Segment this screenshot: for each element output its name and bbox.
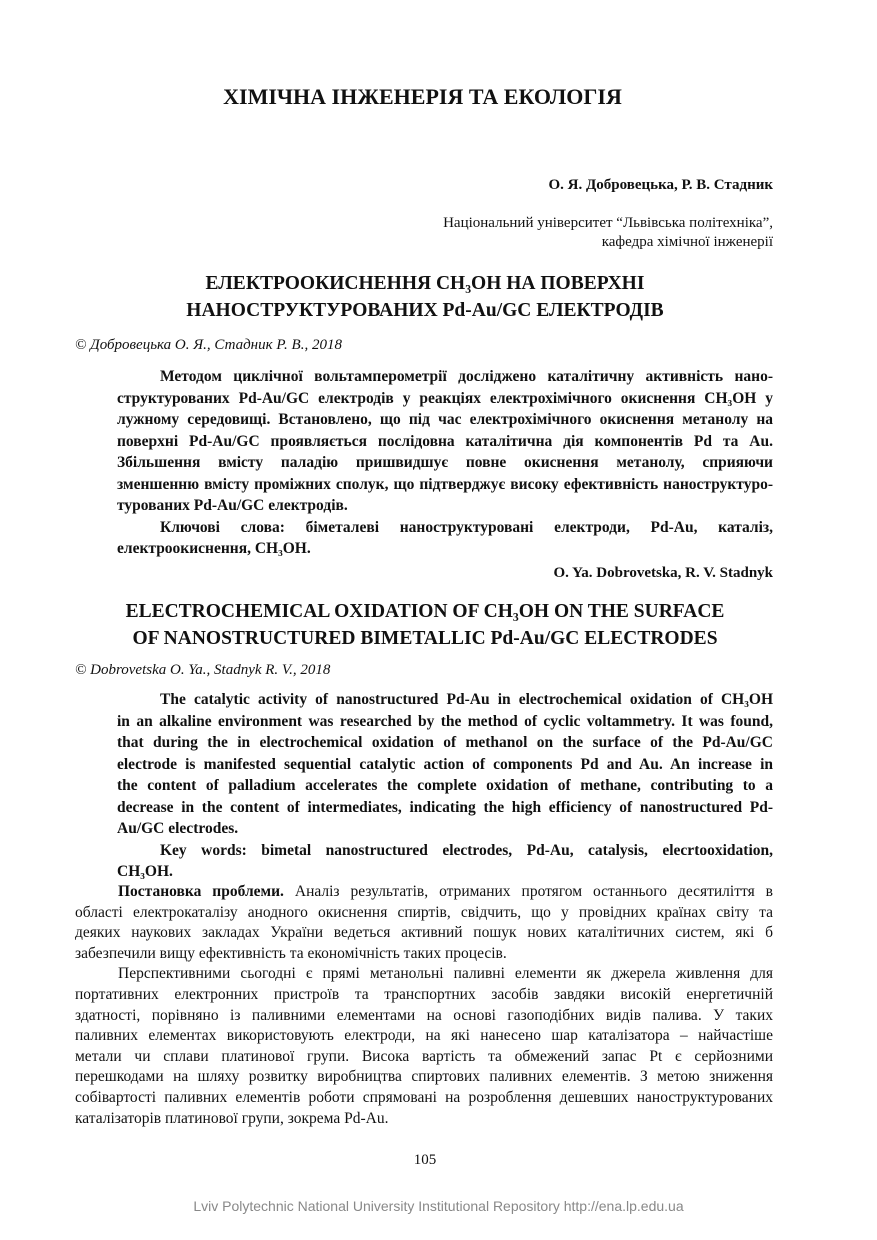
abstract-line: the content of palladium accelerates the complete oxidation of methane, contributing to a [117,777,773,794]
abstract-en [117,689,773,883]
title-line: ELECTROCHEMICAL OXIDATION OF CH₃OH ON THE SURFACE [125,601,725,622]
title-line: OF NANOSTRUCTURED BIMETALLIC Pd-Au/GC ELECTRODES [132,628,718,649]
copyright-en: © Dobrovetska O. Ya., Stadnyk R. V., 2018 [75,662,331,678]
abstract-line: турованих Pd-Au/GC електродів. [117,497,348,514]
abstract-line: decrease in the content of intermediates, indicating the high efficiency of nanostructured Pd- [117,798,773,816]
body-line: метали чи сплави платинової групи. Висока вартість та обмежений запас Pt є серйозними [75,1047,773,1065]
body-line: області електрокаталізу анодного окиснення спиртів, свідчить, що у провідних країнах світу та [75,903,773,921]
abstract-line: Au/GC electrodes. [117,820,239,837]
page-number: 105 [413,1152,437,1168]
keywords-line: Key words: bimetal nanostructured electrodes, Pd-Au, catalysis, elecrtooxidation, [160,841,773,859]
body-text-span: Аналіз результатів, отриманих протягом останнього десятиліття в [283,883,773,900]
abstract-line: лужному середовищі. Встановлено, що під час електрохімічного окиснення метанолу на [117,411,773,428]
keywords-line: CH₃OH. [117,863,173,880]
body-line [75,882,773,903]
abstract-line: that during the in electrochemical oxidation of methanol on the surface of the Pd-Au/GC [117,734,773,751]
authors-ua: О. Я. Добровецька, Р. В. Стадник [548,177,773,193]
body-line: Перспективними сьогодні є прямі метанольні паливні елементи як джерела живлення для [118,965,773,983]
keywords-line: електроокиснення, CH₃OH. [117,540,311,557]
body-line: портативних електронних пристроїв та транспортних засобів завдяки високій енергетичній [75,985,773,1003]
abstract-line: The catalytic activity of nanostructured Pd-Au in electrochemical oxidation of CH₃OH [160,691,773,708]
abstract-line: electrode is manifested sequential catalytic action of components Pd and Au. An increase in [117,755,773,773]
affiliation [443,214,773,252]
title-line: НАНОСТРУКТУРОВАНИХ Pd-Au/GC ЕЛЕКТРОДІВ [186,300,664,321]
abstract-line: Методом циклічної вольтамперометрії досліджено каталітичну активність нано- [160,368,773,385]
body-line: перешкодами на шляху розвитку виробництва спиртових паливних елементів. З метою зниження [75,1068,773,1086]
authors-en: O. Ya. Dobrovetska, R. V. Stadnyk [553,565,773,581]
title-line: ЕЛЕКТРООКИСНЕННЯ CH₃OH НА ПОВЕРХНІ [205,273,645,294]
copyright-ua: © Добровецька О. Я., Стадник Р. В., 2018 [75,337,342,353]
section-heading: Постановка проблеми. [118,883,284,900]
abstract-line: поверхні Pd-Au/GC проявляється послідовна каталітична дія компонентів Pd та Au. [117,432,773,450]
body-text [75,882,773,1129]
body-line: деяких наукових закладах України ведеться активний пошук нових каталітичних систем, які б [75,924,773,942]
affiliation-line: кафедра хімічної інженерії [601,234,773,250]
abstract-ua [117,366,773,560]
abstract-line: in an alkaline environment was researched by the method of cyclic voltammetry. It was found, [117,712,773,730]
abstract-line: Збільшення вмісту паладію пришвидшує повне окиснення метанолу, сприяючи [117,454,773,471]
abstract-line: структурованих Pd-Au/GC електродів у реакціях електрохімічного окиснення CH₃OH у [117,389,773,407]
repository-footer: Lviv Polytechnic National University Institutional Repository http://ena.lp.edu.ua [193,1198,684,1214]
journal-section-title: ХІМІЧНА ІНЖЕНЕРІЯ ТА ЕКОЛОГІЯ [223,84,622,109]
body-line: паливних елементах використовують електроди, на які нанесено шар каталізатора – найчастіше [75,1027,773,1045]
abstract-line: зменшенню вмісту проміжних сполук, що підтверджує високу ефективність наноструктуро- [117,475,773,493]
body-line: здатності, порівняно із паливними елементами на основі газоподібних видів палива. У таких [75,1006,773,1024]
body-line: собівартості паливних елементів роботи спрямовані на розроблення дешевших наноструктурованих [75,1088,773,1106]
article-title-ua [0,270,850,324]
affiliation-line: Національний університет “Львівська політехніка”, [443,215,773,231]
article-title-en [0,598,850,652]
body-line: каталізаторів платинової групи, зокрема Pd-Au. [75,1109,389,1127]
keywords-line: Ключові слова: біметалеві наноструктуровані електроди, Pd-Au, каталіз, [160,518,773,536]
body-line: забезпечили вищу ефективність та економічність таких процесів. [75,944,507,962]
